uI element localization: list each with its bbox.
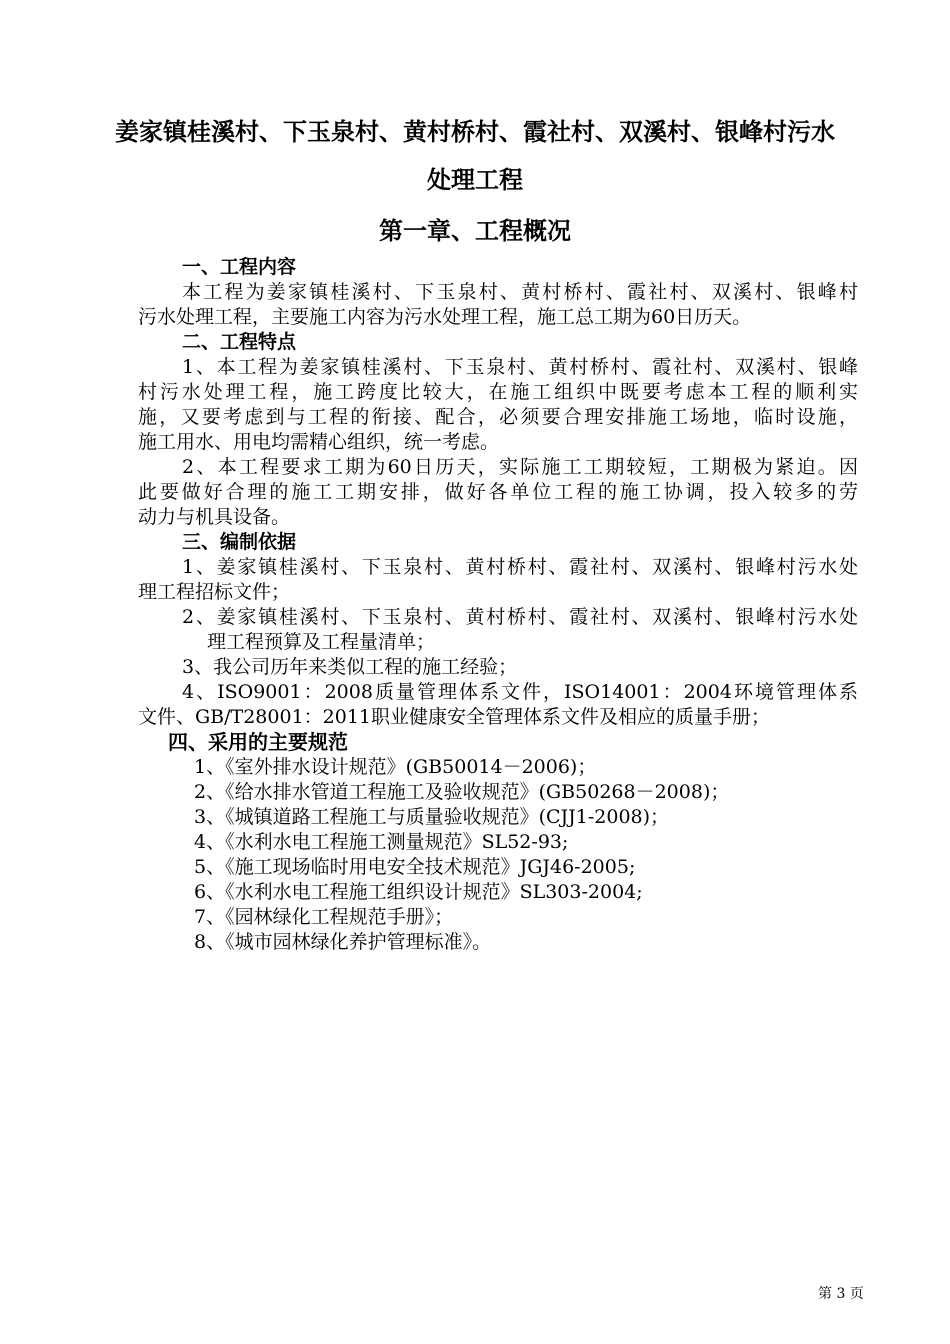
document-title-line-1: 姜家镇桂溪村、下玉泉村、黄村桥村、霞社村、双溪村、银峰村污水 bbox=[115, 118, 835, 146]
section-heading-1: 一、工程内容 bbox=[182, 256, 297, 278]
list-item: 6、《水利水电工程施工组织设计规范》SL303-2004; bbox=[194, 881, 643, 903]
paragraph-line: 施，又要考虑到与工程的衔接、配合，必须要合理安排施工场地，临时设施， bbox=[138, 406, 858, 428]
paragraph-line: 施工用水、用电均需精心组织，统一考虑。 bbox=[138, 431, 500, 453]
paragraph-line: 1、本工程为姜家镇桂溪村、下玉泉村、黄村桥村、霞社村、双溪村、银峰 bbox=[182, 356, 858, 378]
section-heading-4: 四、采用的主要规范 bbox=[168, 730, 348, 754]
chapter-heading: 第一章、工程概况 bbox=[379, 217, 571, 245]
list-item: 8、《城市园林绿化养护管理标准》。 bbox=[194, 931, 492, 953]
paragraph-line: 1、姜家镇桂溪村、下玉泉村、黄村桥村、霞社村、双溪村、银峰村污水处 bbox=[182, 556, 858, 578]
document-title-line-2: 处理工程 bbox=[427, 166, 523, 194]
list-item: 7、《园林绿化工程规范手册》； bbox=[194, 906, 454, 928]
paragraph-line: 理工程预算及工程量清单； bbox=[207, 631, 436, 653]
paragraph-line: 此要做好合理的施工工期安排，做好各单位工程的施工协调，投入较多的劳 bbox=[138, 481, 858, 503]
paragraph-line: 文件、GB/T28001：2011职业健康安全管理体系文件及相应的质量手册； bbox=[138, 706, 771, 728]
paragraph-line: 动力与机具设备。 bbox=[138, 506, 291, 528]
paragraph-line: 本工程为姜家镇桂溪村、下玉泉村、黄村桥村、霞社村、双溪村、银峰村 bbox=[182, 281, 858, 303]
section-heading-2: 二、工程特点 bbox=[182, 331, 297, 353]
paragraph-line: 理工程招标文件； bbox=[138, 581, 291, 603]
paragraph-line: 村污水处理工程，施工跨度比较大，在施工组织中既要考虑本工程的顺利实 bbox=[138, 381, 858, 403]
paragraph-line: 污水处理工程，主要施工内容为污水处理工程，施工总工期为60日历天。 bbox=[138, 306, 752, 328]
list-item: 1、《室外排水设计规范》(GB50014－2006)； bbox=[194, 756, 597, 778]
list-item: 4、《水利水电工程施工测量规范》SL52-93; bbox=[194, 831, 569, 853]
list-item: 2、《给水排水管道工程施工及验收规范》(GB50268－2008)； bbox=[194, 781, 730, 803]
paragraph-line: 4、ISO9001：2008质量管理体系文件，ISO14001：2004环境管理体系 bbox=[182, 681, 858, 703]
list-item: 5、《施工现场临时用电安全技术规范》JGJ46-2005; bbox=[194, 856, 636, 878]
section-heading-3: 三、编制依据 bbox=[182, 531, 297, 553]
list-item: 3、《城镇道路工程施工与质量验收规范》(CJJ1-2008)； bbox=[194, 806, 670, 828]
paragraph-line: 3、我公司历年来类似工程的施工经验； bbox=[182, 656, 518, 678]
page-number: 第 3 页 bbox=[818, 1286, 864, 1302]
paragraph-line: 2、本工程要求工期为60日历天，实际施工工期较短，工期极为紧迫。因 bbox=[182, 456, 858, 478]
paragraph-line: 2、姜家镇桂溪村、下玉泉村、黄村桥村、霞社村、双溪村、银峰村污水处 bbox=[182, 606, 858, 628]
